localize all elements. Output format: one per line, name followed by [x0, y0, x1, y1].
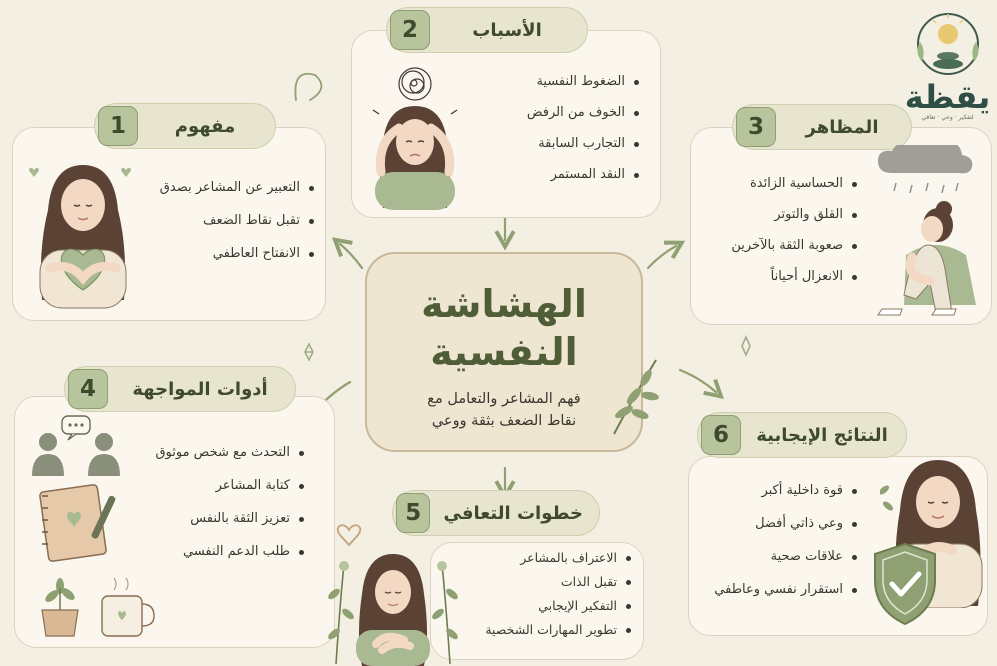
list-item: علاقات صحية	[714, 549, 857, 564]
center-title-line2: النفسية	[430, 330, 578, 374]
section-title-5: خطوات التعافي	[443, 502, 583, 524]
brand-logo	[900, 4, 995, 120]
list-item: صعوبة الثقة بالآخرين	[731, 238, 857, 253]
section-header-4	[64, 366, 296, 412]
list-item: الانفتاح العاطفي	[160, 246, 314, 261]
stressed-woman-illustration	[365, 62, 465, 210]
talking-people-icon	[28, 414, 124, 478]
list-item: الانعزال أحياناً	[731, 269, 857, 284]
logo-text: يقظة	[904, 78, 991, 116]
section-number-1: 1	[98, 106, 138, 146]
section-number-4: 4	[68, 369, 108, 409]
list-item: وعي ذاتي أفضل	[714, 516, 857, 531]
center-subtitle-line2: نقاط الضعف بثقة ووعي	[431, 413, 577, 429]
leaf-branch-icon	[604, 356, 664, 436]
list-item: النقد المستمر	[527, 167, 639, 182]
list-item: تقبل نقاط الضعف	[160, 213, 314, 228]
list-item: التعبير عن المشاعر بصدق	[160, 180, 314, 195]
list-item: طلب الدعم النفسي	[155, 544, 304, 559]
list-item: الحساسية الزائدة	[731, 176, 857, 191]
section-header-5	[392, 490, 600, 536]
shield-check-icon	[870, 540, 940, 628]
lotus-sun-icon	[900, 4, 995, 82]
section-number-5: 5	[396, 493, 430, 533]
section-title-3: المظاهر	[805, 116, 879, 138]
logo-subtext: لتفكير · وعي · تعافي	[921, 114, 974, 121]
section-list-2	[527, 74, 639, 182]
section-list-4	[155, 445, 304, 559]
section-header-1	[94, 103, 276, 149]
list-item: تقبل الذات	[485, 574, 631, 589]
list-item: التحدث مع شخص موثوق	[155, 445, 304, 460]
sad-woman-under-rain-cloud-illustration	[872, 145, 984, 323]
woman-hugging-heart-illustration	[28, 150, 138, 310]
section-number-6: 6	[701, 415, 741, 455]
journal-with-pen-icon	[36, 484, 122, 562]
section-title-6: النتائج الإيجابية	[756, 424, 888, 446]
list-item: تعزيز الثقة بالنفس	[155, 511, 304, 526]
section-header-2	[386, 7, 588, 53]
list-item: التجارب السابقة	[527, 136, 639, 151]
list-item: القلق والتوتر	[731, 207, 857, 222]
woman-hands-on-heart-illustration	[322, 544, 464, 666]
section-list-1	[160, 180, 314, 261]
section-title-4: أدوات المواجهة	[132, 378, 268, 400]
section-list-6	[714, 483, 857, 597]
center-subtitle-line1: فهم المشاعر والتعامل مع	[427, 391, 581, 407]
section-header-3	[732, 104, 912, 150]
list-item: الضغوط النفسية	[527, 74, 639, 89]
list-item: قوة داخلية أكبر	[714, 483, 857, 498]
list-item: استقرار نفسي وعاطفي	[714, 582, 857, 597]
list-item: الاعتراف بالمشاعر	[485, 550, 631, 565]
section-list-5	[485, 550, 631, 637]
list-item: الخوف من الرفض	[527, 105, 639, 120]
section-header-6	[697, 412, 907, 458]
center-title-line1: الهشاشة	[421, 282, 587, 326]
section-title-2: الأسباب	[472, 19, 542, 41]
list-item: التفكير الإيجابي	[485, 598, 631, 613]
center-topic-card	[365, 252, 643, 452]
section-list-3	[731, 176, 857, 284]
list-item: كتابة المشاعر	[155, 478, 304, 493]
section-number-2: 2	[390, 10, 430, 50]
section-number-3: 3	[736, 107, 776, 147]
plant-and-mug-icon	[30, 576, 160, 638]
section-title-1: مفهوم	[174, 115, 236, 137]
list-item: تطوير المهارات الشخصية	[485, 622, 631, 637]
